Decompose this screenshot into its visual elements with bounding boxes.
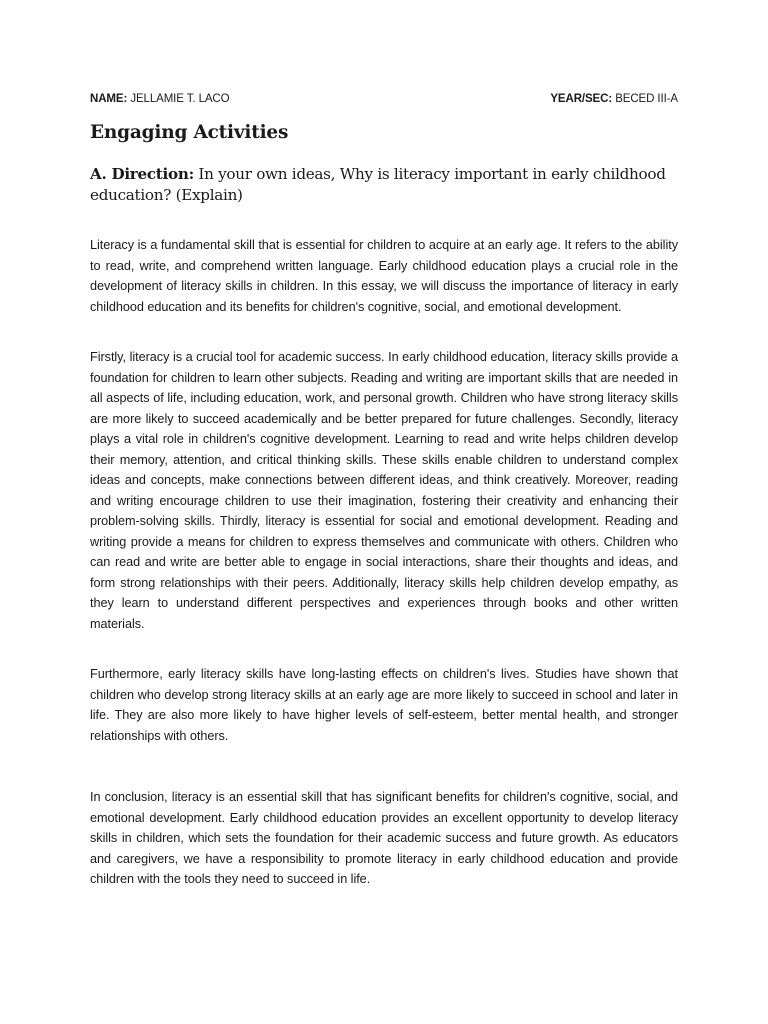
essay-paragraph-intro <box>90 235 678 317</box>
name-value: JELLAMIE T. LACO <box>130 93 230 105</box>
name-field <box>90 93 229 105</box>
paragraph-text: Literacy is a fundamental skill that is essential for children to acquire at an early age. It refers to the ability to read, write, and comprehend written language. Early childhood education plays a crucial role in the development of literacy skills in children. In this essay, we will discuss the importance of literacy in early childhood education and its benefits for children's cognitive, social, and emotional development. <box>90 238 678 314</box>
paragraph-text: In conclusion, literacy is an essential skill that has significant benefits for children's cognitive, social, and emotional development. Early childhood education provides an excellent opportunity to develop literacy skills in children, which sets the foundation for their academic success and future growth. As educators and caregivers, we have a responsibility to promote literacy in early childhood education and provide children with the tools they need to succeed in life. <box>90 790 678 886</box>
direction-label: A. Direction: <box>90 165 194 183</box>
direction-text: In your own ideas, Why is literacy important in early childhood education? (Explain) <box>90 165 666 204</box>
year-section-value: BECED III-A <box>615 93 678 105</box>
essay-paragraph-body <box>90 347 678 634</box>
page-title: Engaging Activities <box>90 122 289 143</box>
paragraph-text: Furthermore, early literacy skills have long-lasting effects on children's lives. Studies have shown that children who develop strong literacy skills at an early age are more likely to succeed in school and later in life. They are also more likely to have higher levels of self-esteem, better mental health, and stronger relationships with others. <box>90 667 678 743</box>
year-section-label: YEAR/SEC: <box>550 93 613 105</box>
essay-paragraph-conclusion <box>90 787 678 890</box>
name-label: NAME: <box>90 93 128 105</box>
essay-paragraph-effects <box>90 664 678 746</box>
document-page <box>90 0 678 1024</box>
year-section-field <box>550 93 678 105</box>
student-info-header <box>90 93 678 105</box>
paragraph-text: Firstly, literacy is a crucial tool for academic success. In early childhood education, literacy skills provide a foundation for children to learn other subjects. Reading and writing are important skills that are needed in all aspects of life, including education, work, and personal growth. Children who have strong literacy skills are more likely to succeed academically and be better prepared for future challenges. Secondly, literacy plays a vital role in children's cognitive development. Learning to read and write helps children develop their memory, attention, and critical thinking skills. These skills enable children to understand complex ideas and concepts, make connections between different ideas, and think creatively. Moreover, reading and writing encourage children to use their imagination, fostering their creativity and enhancing their problem-solving skills. Thirdly, literacy is essential for social and emotional development. Reading and writing provide a means for children to express themselves and communicate with others. Children who can read and write are better able to engage in social interactions, share their thoughts and ideas, and form strong relationships with their peers. Additionally, literacy skills help children develop empathy, as they learn to understand different perspectives and experiences through books and other written materials. <box>90 350 678 631</box>
direction-prompt <box>90 164 678 206</box>
